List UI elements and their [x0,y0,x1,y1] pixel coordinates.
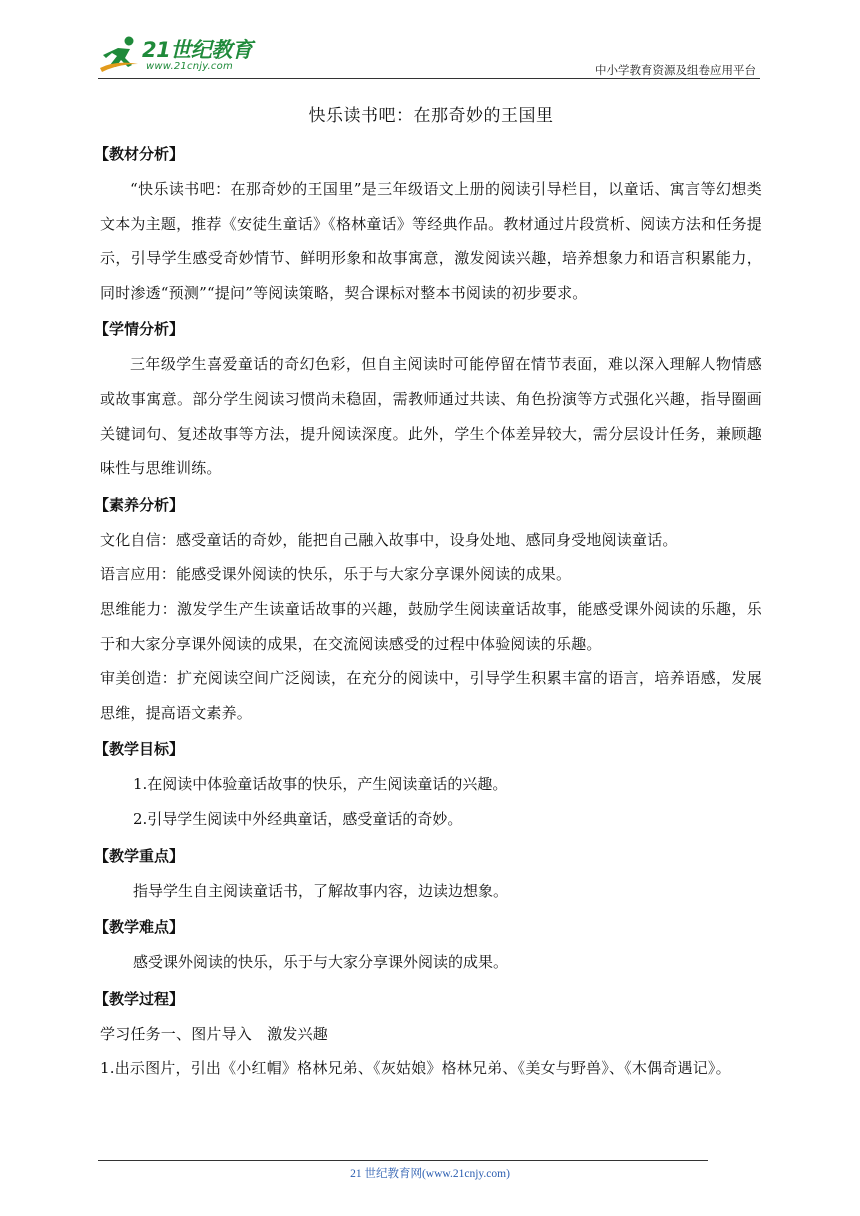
page-title: 快乐读书吧：在那奇妙的王国里 [308,106,554,126]
logo-text: 21世纪教育 [142,38,253,62]
page-header [98,30,760,78]
logo[interactable] [98,30,268,76]
key-point-text: 指导学生自主阅读童话书，了解故事内容，边读边想象。 [133,881,509,900]
literacy-item-language: 语言应用：能感受课外阅读的快乐，乐于与大家分享课外阅读的成果。 [100,565,572,584]
section-heading-key-point: 【教学重点】 [94,846,185,865]
footer-divider [98,1160,708,1161]
document-body [94,103,762,1086]
difficulty-text: 感受课外阅读的快乐，乐于与大家分享课外阅读的成果。 [133,953,509,972]
section-heading-difficulty: 【教学难点】 [94,918,185,937]
section-heading-material: 【教材分析】 [94,145,185,163]
process-task-title: 学习任务一、图片导入 激发兴趣 [100,1024,329,1043]
material-analysis-text: “快乐读书吧：在那奇妙的王国里”是三年级语文上册的阅读引导栏目，以童话、寓言等幻想类文本为主题，推荐《安徒生童话》《格林童话》等经典作品。教材通过片段赏析、阅读方法和任务提示，引导学生感受奇妙情节、鲜明形象和故事寓意，激发阅读兴趣，培养想象力和语言积累能力，同时渗透“预测”“提问”等阅读策略，契合课标对整本书阅读的初步要求。 [100,180,762,302]
section-heading-literacy: 【素养分析】 [94,495,185,514]
process-step-1: 1.出示图片，引出《小红帽》格林兄弟、《灰姑娘》格林兄弟、《美女与野兽》、《木偶奇遇记》。 [100,1059,731,1078]
literacy-item-thinking: 思维能力：激发学生产生读童话故事的兴趣，鼓励学生阅读童话故事，能感受课外阅读的乐趣，乐于和大家分享课外阅读的成果，在交流阅读感受的过程中体验阅读的乐趣。 [100,599,762,653]
student-analysis-text: 三年级学生喜爱童话的奇幻色彩，但自主阅读时可能停留在情节表面，难以深入理解人物情感或故事寓意。部分学生阅读习惯尚未稳固，需教师通过共读、角色扮演等方式强化兴趣，指导圈画关键词句、复述故事等方法，提升阅读深度。此外，学生个体差异较大，需分层设计任务，兼顾趣味性与思维训练。 [100,355,762,478]
logo-url: www.21cnjy.com [146,61,233,72]
section-heading-process: 【教学过程】 [94,989,185,1008]
literacy-item-aesthetic: 审美创造：扩充阅读空间广泛阅读，在充分的阅读中，引导学生积累丰富的语言，培养语感，发展思维，提高语文素养。 [100,669,762,722]
platform-label: 中小学教育资源及组卷应用平台 [595,63,756,77]
section-heading-goals: 【教学目标】 [94,740,185,759]
goal-item-1: 1.在阅读中体验童话故事的快乐，产生阅读童话的兴趣。 [133,775,508,794]
goal-item-2: 2.引导学生阅读中外经典童话，感受童话的奇妙。 [133,809,463,828]
header-divider [98,78,760,79]
section-heading-students: 【学情分析】 [94,320,185,339]
footer-link[interactable]: 21 世纪教育网(www.21cnjy.com) [350,1168,510,1180]
literacy-item-culture: 文化自信：感受童话的奇妙，能把自己融入故事中，设身处地、感同身受地阅读童话。 [100,530,678,549]
runner-logo-icon [98,34,142,74]
